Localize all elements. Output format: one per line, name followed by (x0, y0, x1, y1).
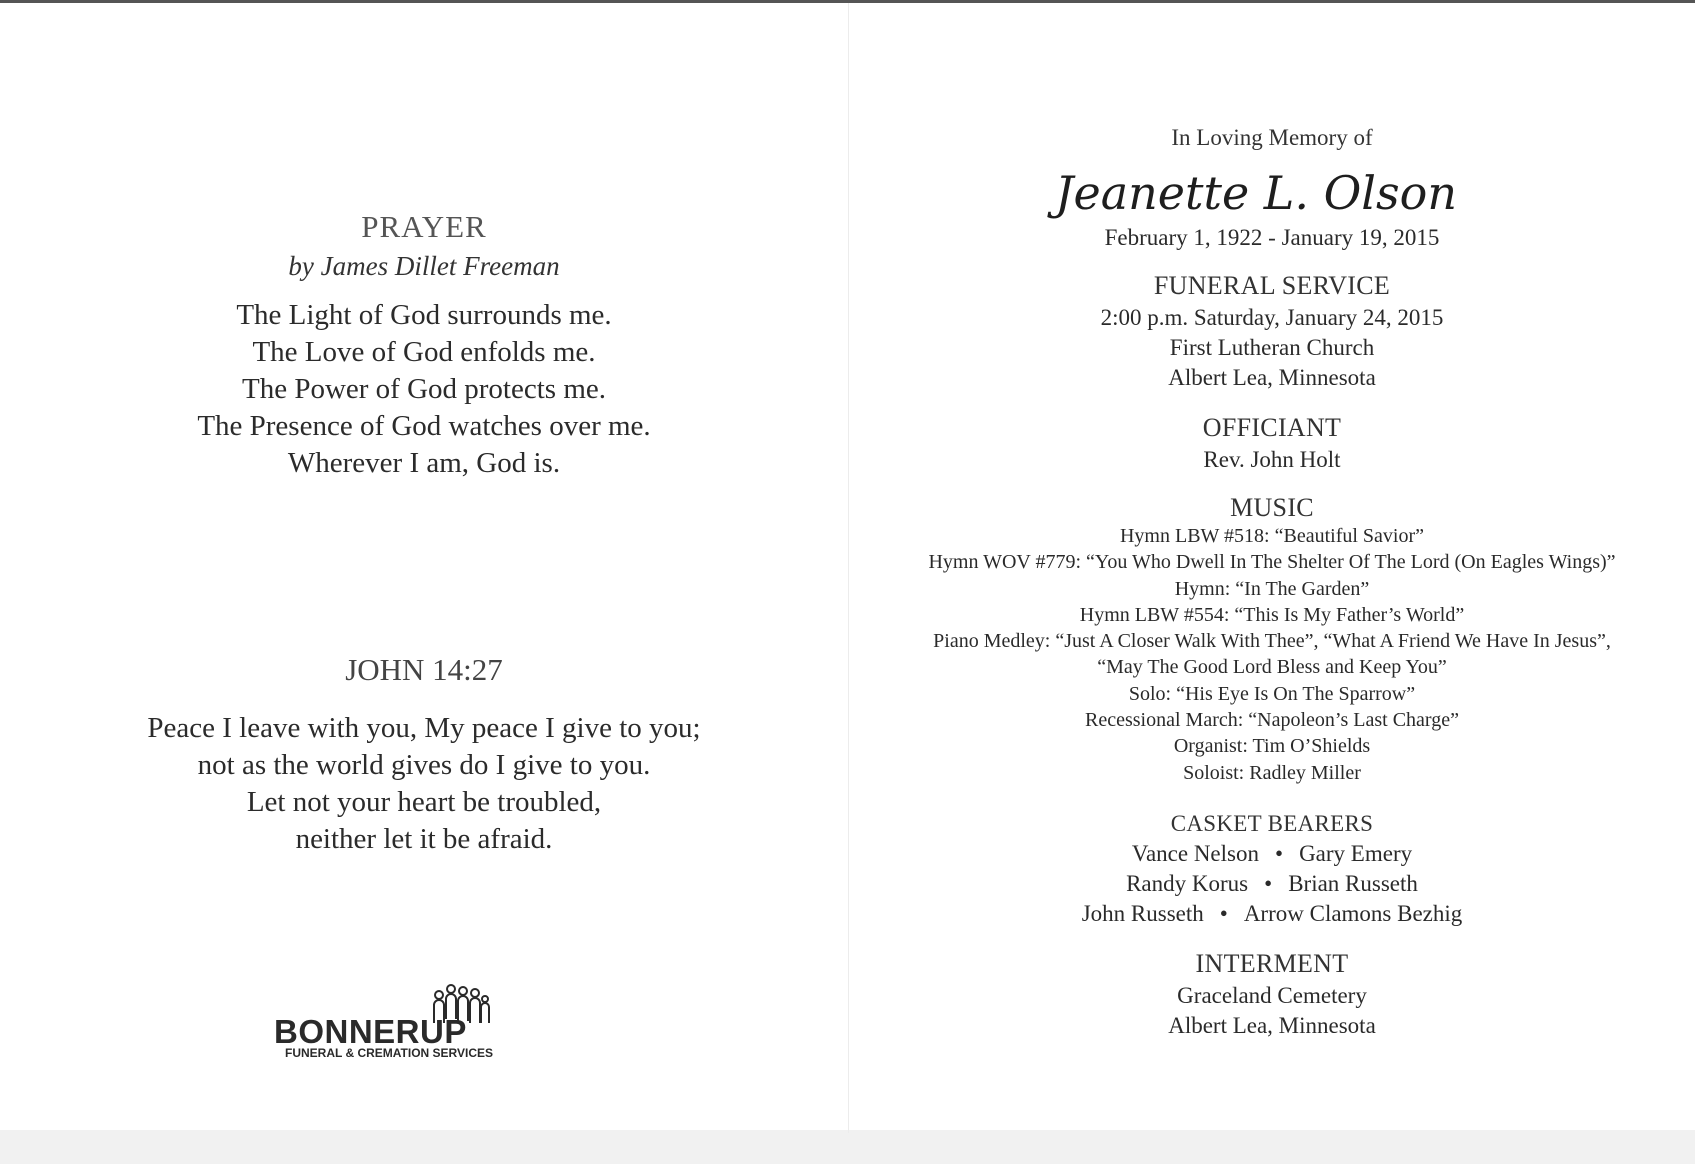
cemetery-name: Graceland Cemetery (1177, 983, 1367, 1008)
deceased-name-text: Jeanette L. Olson (1055, 166, 1457, 220)
prayer-title: PRAYER (361, 209, 487, 244)
prayer-author: by James Dillet Freeman (288, 251, 560, 281)
scripture-text (0, 710, 848, 858)
bearer-row (849, 869, 1695, 899)
section-heading: OFFICIANT (1202, 413, 1342, 442)
deceased-name-script (849, 159, 1695, 225)
verse-line: not as the world gives do I give to you. (197, 749, 651, 781)
memorial-intro: In Loving Memory of (1171, 125, 1373, 150)
bullet-separator: • (1264, 871, 1273, 896)
service-location: First Lutheran Church (1169, 335, 1375, 360)
scripture-title: JOHN 14:27 (345, 652, 503, 687)
service-time: 2:00 p.m. Saturday, January 24, 2015 (1100, 305, 1444, 330)
verse-line: Peace I leave with you, My peace I give to you; (147, 712, 701, 744)
music-item: Hymn WOV #779: “You Who Dwell In The Shelter Of The Lord (On Eagles Wings)” (928, 551, 1616, 574)
music-item: “May The Good Lord Bless and Keep You” (1097, 656, 1447, 679)
music-item: Hymn LBW #554: “This Is My Father’s World” (1079, 603, 1465, 626)
officiant-section (849, 413, 1695, 475)
logo-wordmark: BONNERUP (274, 1013, 467, 1050)
prayer-line: The Presence of God watches over me. (197, 410, 651, 442)
bearer-row (849, 839, 1695, 869)
prayer-text (0, 297, 848, 482)
bullet-separator: • (1275, 841, 1284, 866)
music-section (849, 493, 1695, 786)
music-item: Recessional March: “Napoleon’s Last Charge” (1085, 709, 1459, 732)
verse-line: neither let it be afraid. (295, 823, 553, 855)
prayer-line: The Power of God protects me. (241, 373, 606, 405)
section-heading: CASKET BEARERS (1170, 811, 1374, 836)
bearer-name: John Russeth (1081, 901, 1204, 926)
officiant-name: Rev. John Holt (1203, 447, 1341, 472)
music-item: Hymn LBW #518: “Beautiful Savior” (1119, 525, 1425, 547)
bearer-name: Vance Nelson (1131, 841, 1259, 866)
life-dates: February 1, 1922 - January 19, 2015 (1104, 225, 1440, 250)
prayer-line: Wherever I am, God is. (287, 447, 561, 479)
prayer-line: The Love of God enfolds me. (252, 336, 596, 368)
bearer-name: Brian Russeth (1288, 871, 1418, 896)
music-item: Piano Medley: “Just A Closer Walk With Thee”, “What A Friend We Have In Jesus”, (933, 630, 1611, 653)
cemetery-city: Albert Lea, Minnesota (1168, 1013, 1376, 1038)
bullet-separator: • (1219, 901, 1228, 926)
verse-line: Let not your heart be troubled, (246, 786, 602, 818)
bearer-name: Arrow Clamons Bezhig (1243, 901, 1463, 926)
funeral-service-section (849, 271, 1695, 393)
music-item: Organist: Tim O’Shields (1173, 735, 1371, 758)
section-heading: FUNERAL SERVICE (1153, 271, 1391, 300)
bearer-name: Gary Emery (1299, 841, 1413, 866)
bearer-name: Randy Korus (1126, 871, 1249, 896)
casket-bearers-section (849, 809, 1695, 929)
section-heading: MUSIC (1230, 493, 1314, 522)
interment-section (849, 949, 1695, 1041)
music-item: Soloist: Radley Miller (1183, 761, 1361, 784)
bearer-row (849, 899, 1695, 929)
funeral-home-logo (274, 983, 524, 1063)
section-heading: INTERMENT (1195, 949, 1349, 978)
left-panel (0, 3, 848, 1133)
service-city: Albert Lea, Minnesota (1168, 365, 1376, 390)
logo-tagline: FUNERAL & CREMATION SERVICES (285, 1046, 494, 1060)
right-panel (849, 3, 1695, 1133)
prayer-line: The Light of God surrounds me. (236, 299, 612, 331)
music-item: Solo: “His Eye Is On The Sparrow” (1128, 682, 1416, 705)
music-item: Hymn: “In The Garden” (1174, 577, 1370, 600)
